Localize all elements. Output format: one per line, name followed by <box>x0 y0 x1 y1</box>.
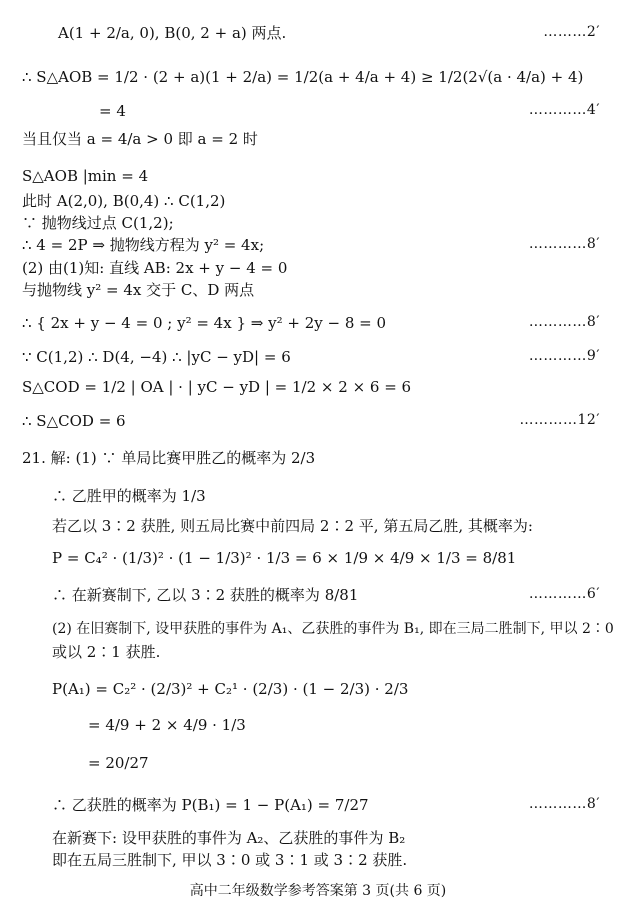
text-line: S△COD = 1/2 | OA | · | yC − yD | = 1/2 × 2 × 6 = 6 <box>22 378 412 396</box>
score-marker: …………4′ <box>528 102 600 118</box>
text-line: = 4/9 + 2 × 4/9 · 1/3 <box>88 716 246 734</box>
text-line: 21. 解: (1) ∵ 单局比赛甲胜乙的概率为 2/3 <box>22 449 316 467</box>
text-line: ∴ 在新赛制下, 乙以 3∶2 获胜的概率为 8/81 <box>52 586 359 604</box>
text-line: ∴ 4 = 2P ⇒ 抛物线方程为 y² = 4x; <box>22 236 265 254</box>
score-marker: …………8′ <box>528 796 600 812</box>
text-line: ∴ { 2x + y − 4 = 0 ; y² = 4x } ⇒ y² + 2y − 8 = 0 <box>22 314 387 332</box>
text-line: S△AOB |min = 4 <box>22 167 149 185</box>
page-footer: 高中二年级数学参考答案第 3 页(共 6 页) <box>189 883 447 899</box>
text-line: = 4 <box>99 102 126 120</box>
text-line: ∴ 乙胜甲的概率为 1/3 <box>52 487 206 505</box>
text-line: (2) 由(1)知: 直线 AB: 2x + y − 4 = 0 <box>22 259 288 277</box>
text-line: 若乙以 3∶2 获胜, 则五局比赛中前四局 2∶2 平, 第五局乙胜, 其概率为: <box>52 517 533 535</box>
text-line: P(A₁) = C₂² · (2/3)² + C₂¹ · (2/3) · (1 − 2/3) · 2/3 <box>52 680 409 698</box>
text-line: 与抛物线 y² = 4x 交于 C、D 两点 <box>22 281 255 299</box>
text-line: P = C₄² · (1/3)² · (1 − 1/3)² · 1/3 = 6 × 1/9 × 4/9 × 1/3 = 8/81 <box>52 549 517 567</box>
score-marker: …………6′ <box>528 586 600 602</box>
text-line: = 20/27 <box>88 754 149 772</box>
text-line: (2) 在旧赛制下, 设甲获胜的事件为 A₁、乙获胜的事件为 B₁, 即在三局二胜制下, 甲以 2∶0 <box>52 621 614 637</box>
score-marker: …………12′ <box>519 412 600 428</box>
text-line: A(1 + 2/a, 0), B(0, 2 + a) 两点. <box>58 24 287 42</box>
score-marker: …………9′ <box>528 348 600 364</box>
text-line: 在新赛下: 设甲获胜的事件为 A₂、乙获胜的事件为 B₂ <box>52 829 406 847</box>
text-line: 或以 2∶1 获胜. <box>52 643 161 661</box>
text-line: 当且仅当 a = 4/a > 0 即 a = 2 时 <box>22 130 258 148</box>
text-line: ∵ C(1,2) ∴ D(4, −4) ∴ |yC − yD| = 6 <box>22 348 291 366</box>
score-marker: …………8′ <box>528 314 600 330</box>
text-line: ∴ 乙获胜的概率为 P(B₁) = 1 − P(A₁) = 7/27 <box>52 796 369 814</box>
text-line: ∴ S△AOB = 1/2 · (2 + a)(1 + 2/a) = 1/2(a + 4/a + 4) ≥ 1/2(2√(a · 4/a) + 4) <box>22 68 584 86</box>
score-marker: ………2′ <box>543 24 600 40</box>
text-line: 此时 A(2,0), B(0,4) ∴ C(1,2) <box>22 192 226 210</box>
text-line: 即在五局三胜制下, 甲以 3∶0 或 3∶1 或 3∶2 获胜. <box>52 851 408 869</box>
text-line: ∴ S△COD = 6 <box>22 412 126 430</box>
text-line: ∵ 抛物线过点 C(1,2); <box>22 214 174 232</box>
score-marker: …………8′ <box>528 236 600 252</box>
